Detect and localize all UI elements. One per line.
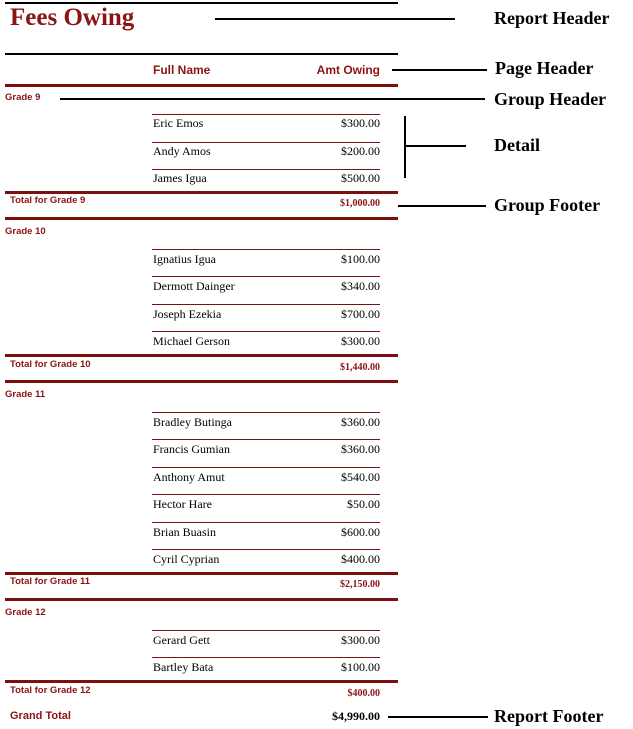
group-footer-pointer [398,205,486,207]
page-header-label: Page Header [495,58,594,78]
group-header-label: Group Header [494,89,607,109]
detail-amount: $600.00 [341,525,380,539]
detail-name: Anthony Amut [153,470,225,484]
detail-rule [152,249,380,250]
detail-name: Gerard Gett [153,633,210,647]
detail-amount: $100.00 [341,252,380,266]
detail-amount: $500.00 [341,171,380,185]
group-footer-top-rule [5,680,398,683]
group-footer-total-grade-10: $1,440.00 [340,362,380,373]
detail-amount: $300.00 [341,334,380,348]
detail-amount: $200.00 [341,144,380,158]
grand-total-label: Grand Total [10,710,71,722]
group-footer-bottom-rule [5,217,398,220]
group-header-grade-12: Grade 12 [5,607,46,618]
detail-name: Andy Amos [153,144,211,158]
detail-rule [152,331,380,332]
group-footer-top-rule [5,354,398,357]
group-footer-label-grade-9: Total for Grade 9 [10,195,86,206]
detail-rule [152,549,380,550]
detail-name: Dermott Dainger [153,279,235,293]
page-header-pointer [392,69,487,71]
detail-name: Eric Emos [153,116,204,130]
detail-name: Brian Buasin [153,525,216,539]
detail-name: Bradley Butinga [153,415,232,429]
detail-pointer [404,145,466,147]
detail-label: Detail [494,135,540,155]
detail-rule [152,494,380,495]
grand-total-value: $4,990.00 [332,709,380,723]
detail-name: Bartley Bata [153,660,214,674]
detail-amount: $700.00 [341,307,380,321]
detail-rule [152,114,380,115]
detail-bracket [404,116,406,178]
detail-name: Hector Hare [153,497,212,511]
detail-amount: $340.00 [341,279,380,293]
group-header-pointer [60,98,485,100]
group-footer-label-grade-10: Total for Grade 10 [10,359,91,370]
detail-amount: $300.00 [341,116,380,130]
detail-rule [152,439,380,440]
report-header-label: Report Header [494,8,610,28]
page-header-bottom-rule [5,84,398,87]
report-header-pointer [215,18,455,20]
column-header-amt-owing: Amt Owing [316,63,380,77]
detail-amount: $540.00 [341,470,380,484]
group-footer-top-rule [5,572,398,575]
detail-rule [152,522,380,523]
group-footer-bottom-rule [5,598,398,601]
group-footer-top-rule [5,191,398,194]
group-header-grade-11: Grade 11 [5,389,46,400]
detail-amount: $360.00 [341,415,380,429]
detail-rule [152,467,380,468]
group-footer-total-grade-11: $2,150.00 [340,579,380,590]
detail-amount: $100.00 [341,660,380,674]
detail-rule [152,412,380,413]
detail-name: Francis Gumian [153,442,230,456]
group-footer-label: Group Footer [494,195,601,215]
group-footer-total-grade-9: $1,000.00 [340,198,380,209]
detail-name: James Igua [153,171,207,185]
detail-rule [152,630,380,631]
report-title: Fees Owing [10,4,135,31]
group-footer-bottom-rule [5,380,398,383]
group-header-grade-10: Grade 10 [5,226,46,237]
group-header-grade-9: Grade 9 [5,92,41,103]
group-footer-label-grade-11: Total for Grade 11 [10,576,91,587]
detail-amount: $50.00 [347,497,380,511]
detail-rule [152,169,380,170]
detail-name: Michael Gerson [153,334,230,348]
detail-rule [152,276,380,277]
column-header-full-name: Full Name [153,63,211,77]
group-footer-total-grade-12: $400.00 [347,688,380,699]
group-footer-label-grade-12: Total for Grade 12 [10,685,91,696]
detail-name: Ignatius Igua [153,252,216,266]
report-footer-label: Report Footer [494,706,604,726]
detail-amount: $400.00 [341,552,380,566]
detail-amount: $360.00 [341,442,380,456]
detail-name: Joseph Ezekia [153,307,222,321]
detail-rule [152,142,380,143]
detail-amount: $300.00 [341,633,380,647]
report-footer-pointer [388,716,488,718]
detail-rule [152,657,380,658]
page-header-top-rule [5,53,398,55]
detail-rule [152,304,380,305]
detail-name: Cyril Cyprian [153,552,220,566]
